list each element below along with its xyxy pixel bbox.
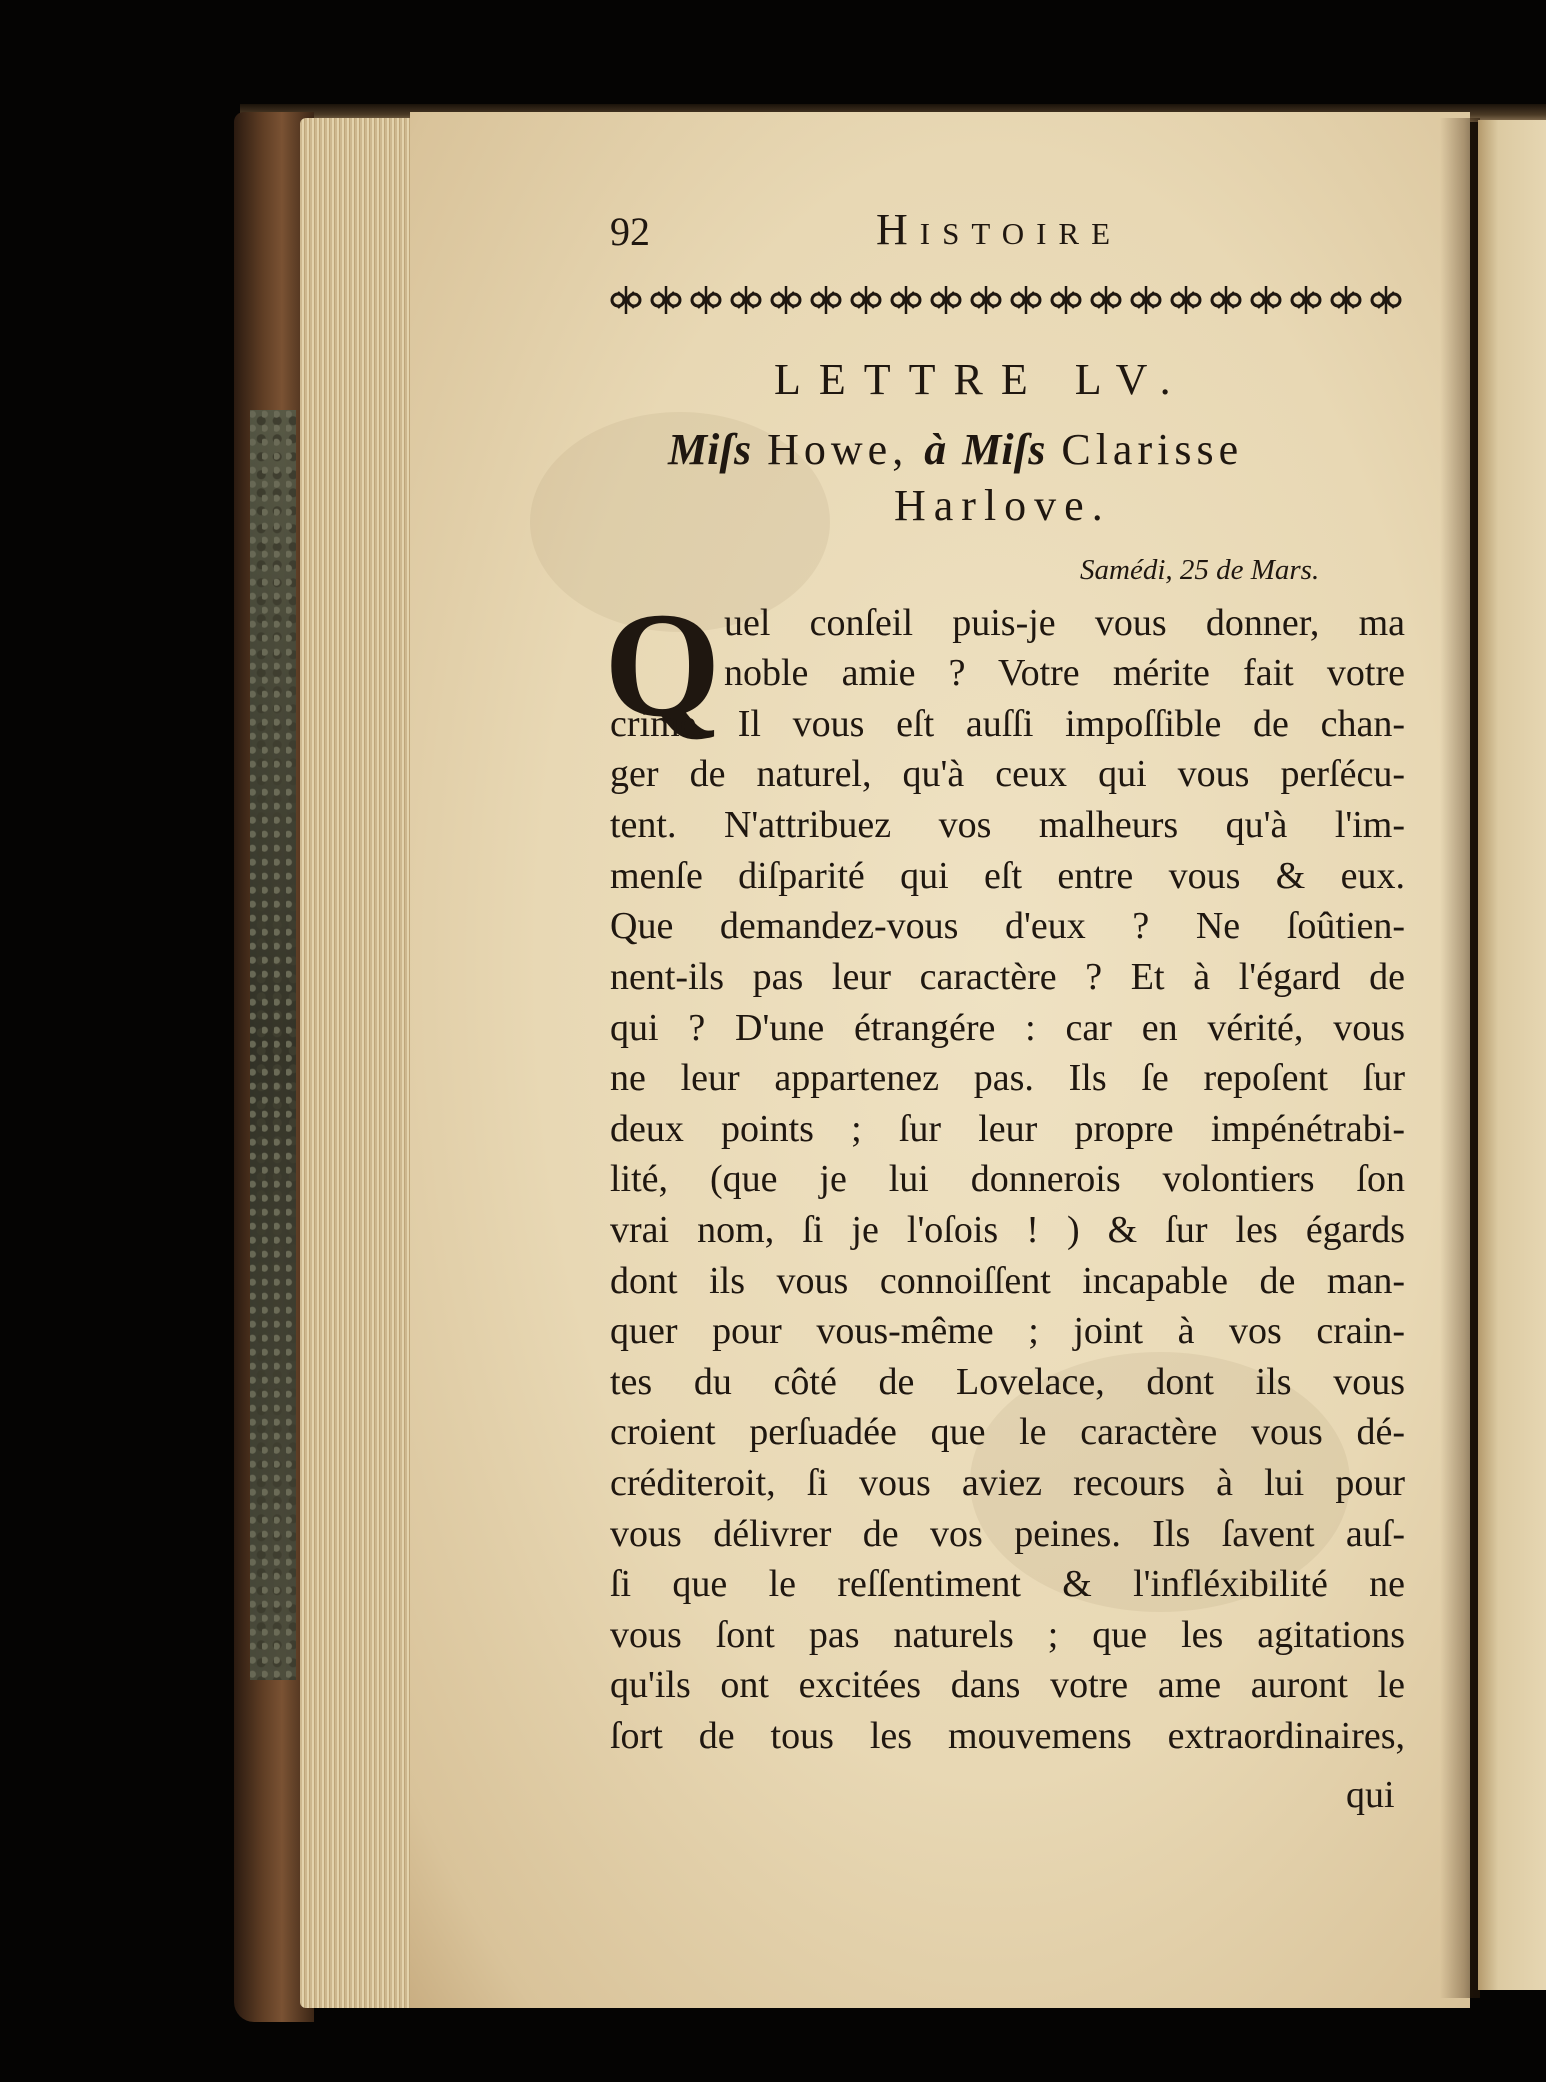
body-line: tent. N'attribuez vos malheurs qu'à l'im- bbox=[610, 804, 1405, 846]
body-line: ne leur appartenez pas. Ils ſe repoſent ſur bbox=[610, 1057, 1405, 1099]
body-line: tes du côté de Lovelace, dont ils vous bbox=[610, 1361, 1405, 1403]
to-prefix: Miſs bbox=[962, 425, 1046, 474]
drop-cap: Q bbox=[604, 582, 721, 748]
body-line: Que demandez-vous d'eux ? Ne ſoûtien- bbox=[610, 905, 1405, 947]
body-line: créditeroit, ſi vous aviez recours à lui pour bbox=[610, 1462, 1405, 1504]
body-line: uel conſeil puis-je vous donner, ma bbox=[724, 602, 1405, 644]
page-number: 92 bbox=[610, 209, 650, 254]
page-gutter bbox=[1440, 118, 1480, 1998]
body-line: vrai nom, ſi je l'oſois ! ) & ſur les égards bbox=[610, 1209, 1405, 1251]
body-line: quer pour vous-même ; joint à vos crain- bbox=[610, 1310, 1405, 1352]
body-line: qu'ils ont excitées dans votre ame auront le bbox=[610, 1664, 1405, 1706]
body-line: dont ils vous connoiſſent incapable de man- bbox=[610, 1260, 1405, 1302]
letter-title: LETTRE LV. bbox=[774, 355, 1189, 404]
body-line: ſort de tous les mouvemens extraordinaires, bbox=[610, 1715, 1405, 1757]
body-line: deux points ; ſur leur propre impénétrabi- bbox=[610, 1108, 1405, 1150]
body-line: noble amie ? Votre mérite fait votre bbox=[724, 652, 1405, 694]
to-name: Clarisse bbox=[1061, 425, 1244, 474]
body-line: vous ſont pas naturels ; que les agitations bbox=[610, 1614, 1405, 1656]
to-word: à bbox=[924, 425, 947, 474]
letter-date: Samédi, 25 de Mars. bbox=[1080, 554, 1320, 586]
body-line: croient perſuadée que le caractère vous dé- bbox=[610, 1411, 1405, 1453]
marbled-cover bbox=[250, 410, 296, 1680]
from-name: Howe, bbox=[767, 425, 909, 474]
body-line: ger de naturel, qu'à ceux qui vous perſécu- bbox=[610, 753, 1405, 795]
body-line: ſi que le reſſentiment & l'infléxibilité ne bbox=[610, 1563, 1405, 1605]
page-edges bbox=[300, 118, 418, 2008]
body-line: vous délivrer de vos peines. Ils ſavent auſ- bbox=[610, 1513, 1405, 1555]
body-line: crime. Il vous eſt auſſi impoſſible de chan- bbox=[610, 703, 1405, 745]
facing-page-edge bbox=[1478, 120, 1546, 1990]
decorative-ornament-band bbox=[608, 282, 1408, 318]
body-line: nent-ils pas leur caractère ? Et à l'égard de bbox=[610, 956, 1405, 998]
from-prefix: Miſs bbox=[668, 425, 752, 474]
letter-address-line-2: Harlove. bbox=[894, 481, 1111, 530]
body-line: qui ? D'une étrangére : car en vérité, vous bbox=[610, 1007, 1405, 1049]
catchword: qui bbox=[1346, 1774, 1395, 1816]
letter-address-line-1 bbox=[668, 425, 1244, 474]
running-head: Histoire bbox=[876, 205, 1123, 254]
body-line: menſe diſparité qui eſt entre vous & eux. bbox=[610, 855, 1405, 897]
body-line: lité, (que je lui donnerois volontiers ſon bbox=[610, 1158, 1405, 1200]
